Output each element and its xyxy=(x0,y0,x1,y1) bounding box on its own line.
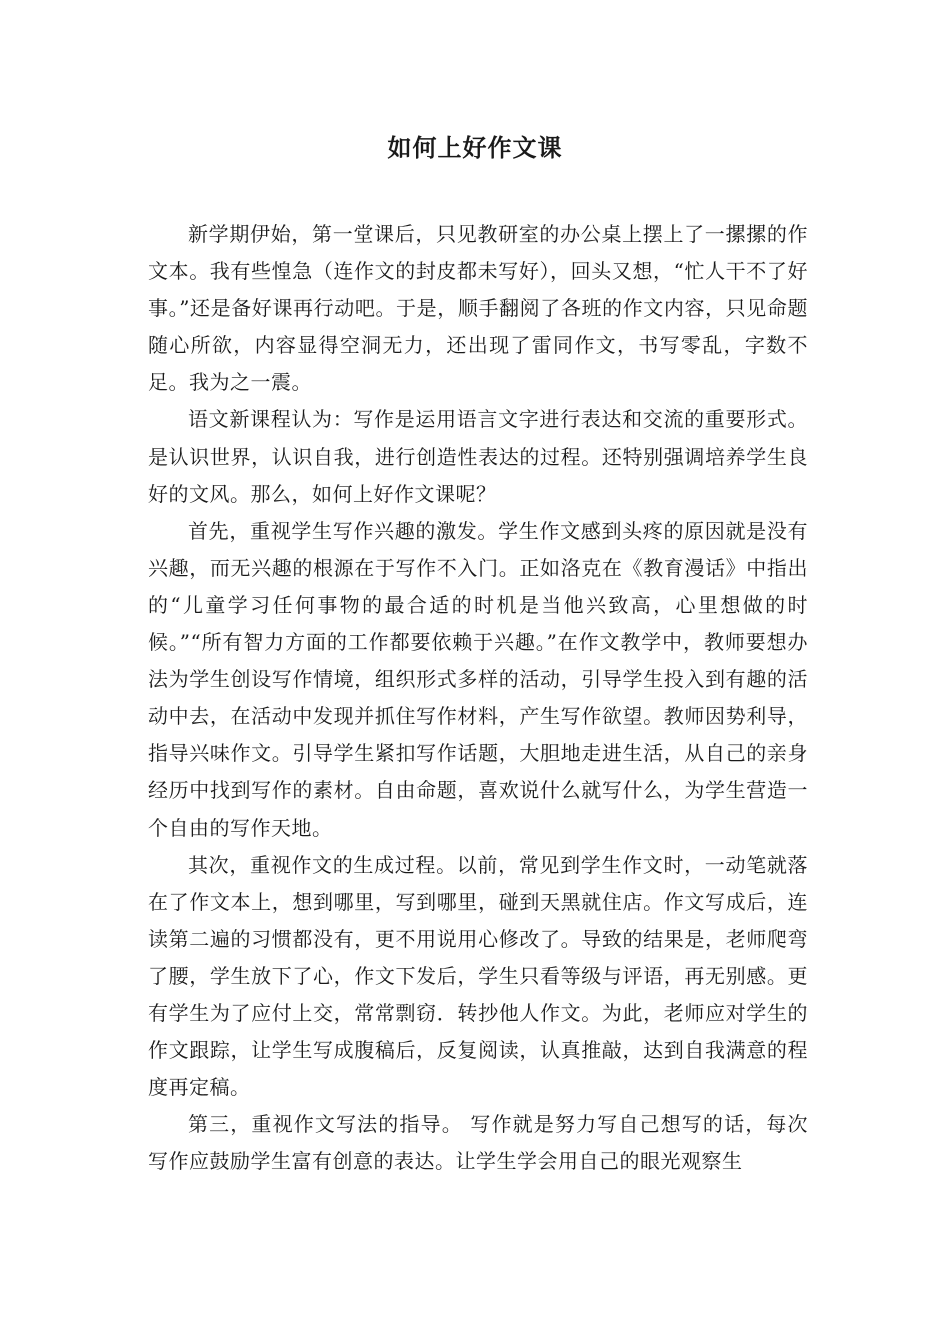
paragraph: 首先，重视学生写作兴趣的激发。学生作文感到头疼的原因就是没有兴趣，而无兴趣的根源在于写作不入门。正如洛克在《教育漫话》中指出的“儿童学习任何事物的最合适的时机是当他兴致高，心里想做的时候。”“所有智力方面的工作都要依赖于兴趣。”在作文教学中，教师要想办法为学生创设写作情境，组织形式多样的活动，引导学生投入到有趣的活动中去，在活动中发现并抓住写作材料，产生写作欲望。教师因势利导，指导兴味作文。引导学生紧扣写作话题，大胆地走进生活，从自己的亲身经历中找到写作的素材。自由命题，喜欢说什么就写什么，为学生营造一个自由的写作天地。 xyxy=(148,518,808,840)
paragraph: 语文新课程认为：写作是运用语言文字进行表达和交流的重要形式。是认识世界，认识自我，进行创造性表达的过程。还特别强调培养学生良好的文风。那么，如何上好作文课呢？ xyxy=(148,407,808,506)
paragraph: 第三，重视作文写法的指导。 写作就是努力写自己想写的话，每次写作应鼓励学生富有创意的表达。让学生学会用自己的眼光观察生 xyxy=(148,1112,808,1174)
document-body xyxy=(148,216,808,1180)
paragraph: 新学期伊始，第一堂课后，只见教研室的办公桌上摆上了一摞摞的作文本。我有些惶急（连作文的封皮都未写好），回头又想，“忙人干不了好事。”还是备好课再行动吧。于是，顺手翻阅了各班的作文内容，只见命题随心所欲，内容显得空洞无力，还出现了雷同作文，书写零乱，字数不足。我为之一震。 xyxy=(148,222,808,395)
document-title: 如何上好作文课 xyxy=(387,134,563,162)
paragraph: 其次，重视作文的生成过程。以前，常见到学生作文时，一动笔就落在了作文本上，想到哪里，写到哪里，碰到天黑就住店。作文写成后，连读第二遍的习惯都没有，更不用说用心修改了。导致的结果是，老师爬弯了腰，学生放下了心，作文下发后，学生只看等级与评语，再无别感。更有学生为了应付上交，常常剽窃．转抄他人作文。为此，老师应对学生的作文跟踪，让学生写成腹稿后，反复阅读，认真推敲，达到自我满意的程度再定稿。 xyxy=(148,852,808,1100)
